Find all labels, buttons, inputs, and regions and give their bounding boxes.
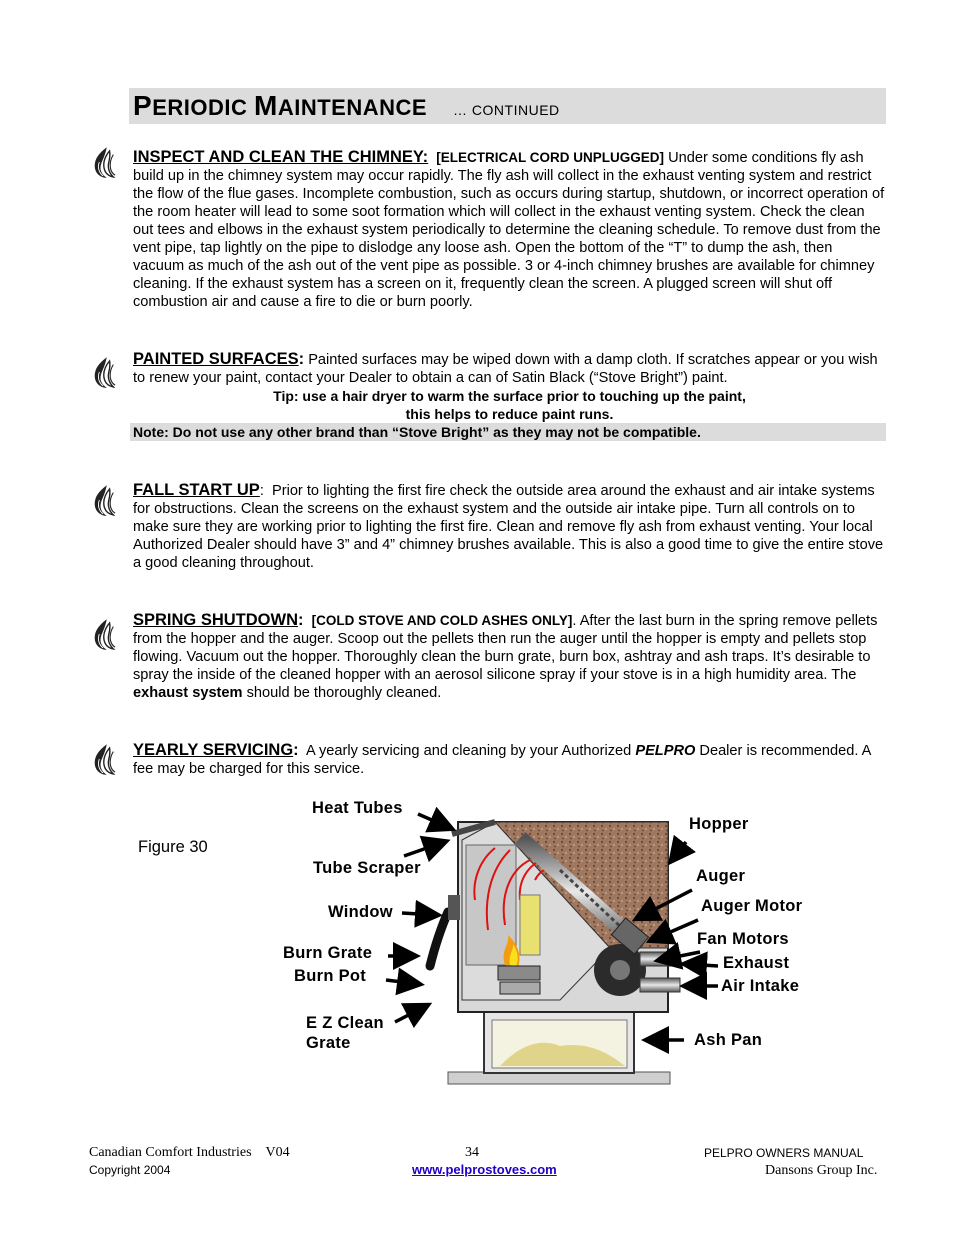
- figure-caption: Figure 30: [138, 838, 208, 856]
- website-link[interactable]: www.pelprostoves.com: [412, 1162, 557, 1177]
- title-continued: … CONTINUED: [453, 102, 560, 118]
- door-handle: [430, 912, 448, 966]
- label-tube-scraper: Tube Scraper: [313, 859, 421, 877]
- label-burn-pot: Burn Pot: [294, 967, 367, 985]
- label-auger-motor: Auger Motor: [701, 897, 803, 915]
- page-number: 34: [465, 1145, 479, 1160]
- yearly-heading: YEARLY SERVICING: [133, 741, 294, 759]
- chimney-heading: INSPECT AND CLEAN THE CHIMNEY:: [133, 148, 429, 166]
- spring-warning: [COLD STOVE AND COLD ASHES ONLY]: [311, 613, 573, 628]
- footer-company: Canadian Comfort Industries V04: [89, 1145, 290, 1160]
- footer-copyright: Copyright 2004: [89, 1163, 171, 1177]
- section-spring: SPRING SHUTDOWN: [COLD STOVE AND COLD ASHES ONLY]. After the last burn in the spring remove pellets from the hopper and the auger. Scoop out the pellets then run the auger until the hopper is empty and pellets stop flowing. Vacuum out the hopper. Thoroughly clean the burn grate, burn box, ashtray and ash traps. It’s desirable to spray the inside of the cleaned hopper with an aerosol silicone spray if your stove is in a high humidity area. The exhaust system should be thoroughly cleaned.: [133, 611, 878, 701]
- label-ash-pan: Ash Pan: [694, 1031, 763, 1049]
- chimney-warning: [ELECTRICAL CORD UNPLUGGED]: [436, 150, 665, 165]
- firebox-plate: [520, 895, 540, 955]
- label-ez-clean: E Z Clean: [306, 1014, 384, 1032]
- section-painted: PAINTED SURFACES: Painted surfaces may be wiped down with a damp cloth. If scratches appear or you wish to renew your paint, contact your Dealer to obtain a can of Satin Black (“Stove Bright”) paint. Tip: use a hair dryer to warm the surface prior to touching up the paint, this helps to reduce paint runs. Note: Do not use any other brand than “Stove Bright” as they may not be compatible.: [133, 350, 886, 441]
- section-yearly: YEARLY SERVICING: A yearly servicing and cleaning by your Authorized PELPRO Dealer is recommended. A fee may be charged for this service.: [133, 741, 871, 777]
- spring-body-bold: exhaust system: [133, 685, 243, 701]
- spring-heading: SPRING SHUTDOWN: [133, 611, 298, 629]
- painted-tip-line-2: this helps to reduce paint runs.: [405, 406, 614, 422]
- spring-body: . After the last burn in the spring remove pellets from the hopper and the auger. Scoop out the pellets then run the auger until the hopper is empty and pellets stop flowing. Vacuum out the hopper. Thoroughly clean the burn grate, burn box, ashtray and ash traps. It’s desirable to spray the inside of the cleaned hopper with an aerosol silicone spray if your stove is in a high humidity area. The: [133, 613, 878, 683]
- section-fall: FALL START UP: Prior to lighting the first fire check the outside area around the exhaust and air intake systems for obstructions. Clean the screens on the exhaust system and the outside air intake pipe. Turn all controls on to make sure they are working prior to lighting the first fire. Clean and remove fly ash from exhaust venting. Your local Authorized Dealer should have 3” and 4” chimney brushes available. This is also a good time to give the entire stove a good cleaning throughout.: [133, 481, 884, 571]
- painted-heading: PAINTED SURFACES: [133, 350, 299, 368]
- painted-note: Note: Do not use any other brand than “Stove Bright” as they may not be compatible.: [130, 423, 886, 441]
- label-grate: Grate: [306, 1034, 351, 1052]
- footer-version: V04: [265, 1145, 290, 1160]
- brand-name: PELPRO: [635, 743, 696, 759]
- yearly-body: A yearly servicing and cleaning by your Authorized: [305, 743, 636, 759]
- air-intake-pipe: [640, 978, 680, 992]
- label-heat-tubes: Heat Tubes: [312, 799, 403, 817]
- fan-hub: [610, 960, 630, 980]
- footer-manual: PELPRO OWNERS MANUAL: [704, 1146, 864, 1160]
- painted-tip-line-1: Tip: use a hair dryer to warm the surface prior to touching up the paint,: [273, 388, 746, 404]
- painted-body: Painted surfaces may be wiped down with a damp cloth. If scratches appear or you wish to renew your paint, contact your Dealer to obtain a can of Satin Black (“Stove Bright”) paint.: [133, 352, 878, 386]
- label-exhaust: Exhaust: [723, 954, 790, 972]
- burn-pot: [498, 966, 540, 980]
- label-auger: Auger: [696, 867, 746, 885]
- label-hopper: Hopper: [689, 815, 749, 833]
- page-title: PERIODIC MAINTENANCE … CONTINUED: [133, 90, 560, 121]
- label-burn-grate: Burn Grate: [283, 944, 373, 962]
- fall-body: Prior to lighting the first fire check the outside area around the exhaust and air intake systems for obstructions. Clean the screens on the exhaust system and the outside air intake pipe. Turn all controls on to make sure they are working prior to lighting the first fire. Clean and remove fly ash from exhaust venting. Your local Authorized Dealer should have 3” and 4” chimney brushes available. This is also a good time to give the entire stove a good cleaning throughout.: [133, 483, 884, 571]
- fall-heading: FALL START UP: [133, 481, 260, 499]
- burn-grate: [500, 982, 540, 994]
- label-fan-motors: Fan Motors: [697, 930, 789, 948]
- label-window: Window: [328, 903, 393, 921]
- label-air-intake: Air Intake: [721, 977, 800, 995]
- door-hinge: [448, 895, 460, 920]
- chimney-body: Under some conditions fly ash build up in the chimney system may occur rapidly. The fly ash will collect in the exhaust venting system and restrict the flow of the flue gases. Incomplete combustion, such as occurs during startup, shutdown, or incorrect operation of the room heater will lead to some soot formation which will collect in the exhaust venting system. Check the clean out tees and elbows in the exhaust system periodically to determine the cleaning schedule. To remove dust from the vent pipe, tap lightly on the pipe to dislodge any loose ash. Open the bottom of the “T” to dump the ash, then vacuum as much of the ash out of the vent pipe as possible. 3 or 4-inch chimney brushes are available for chimney cleaning. If the exhaust system has a screen on it, frequently clean the screen. A plugged screen will shut off combustion air and cause a fire to die or burn poorly.: [133, 150, 885, 310]
- footer-group: Dansons Group Inc.: [765, 1163, 878, 1178]
